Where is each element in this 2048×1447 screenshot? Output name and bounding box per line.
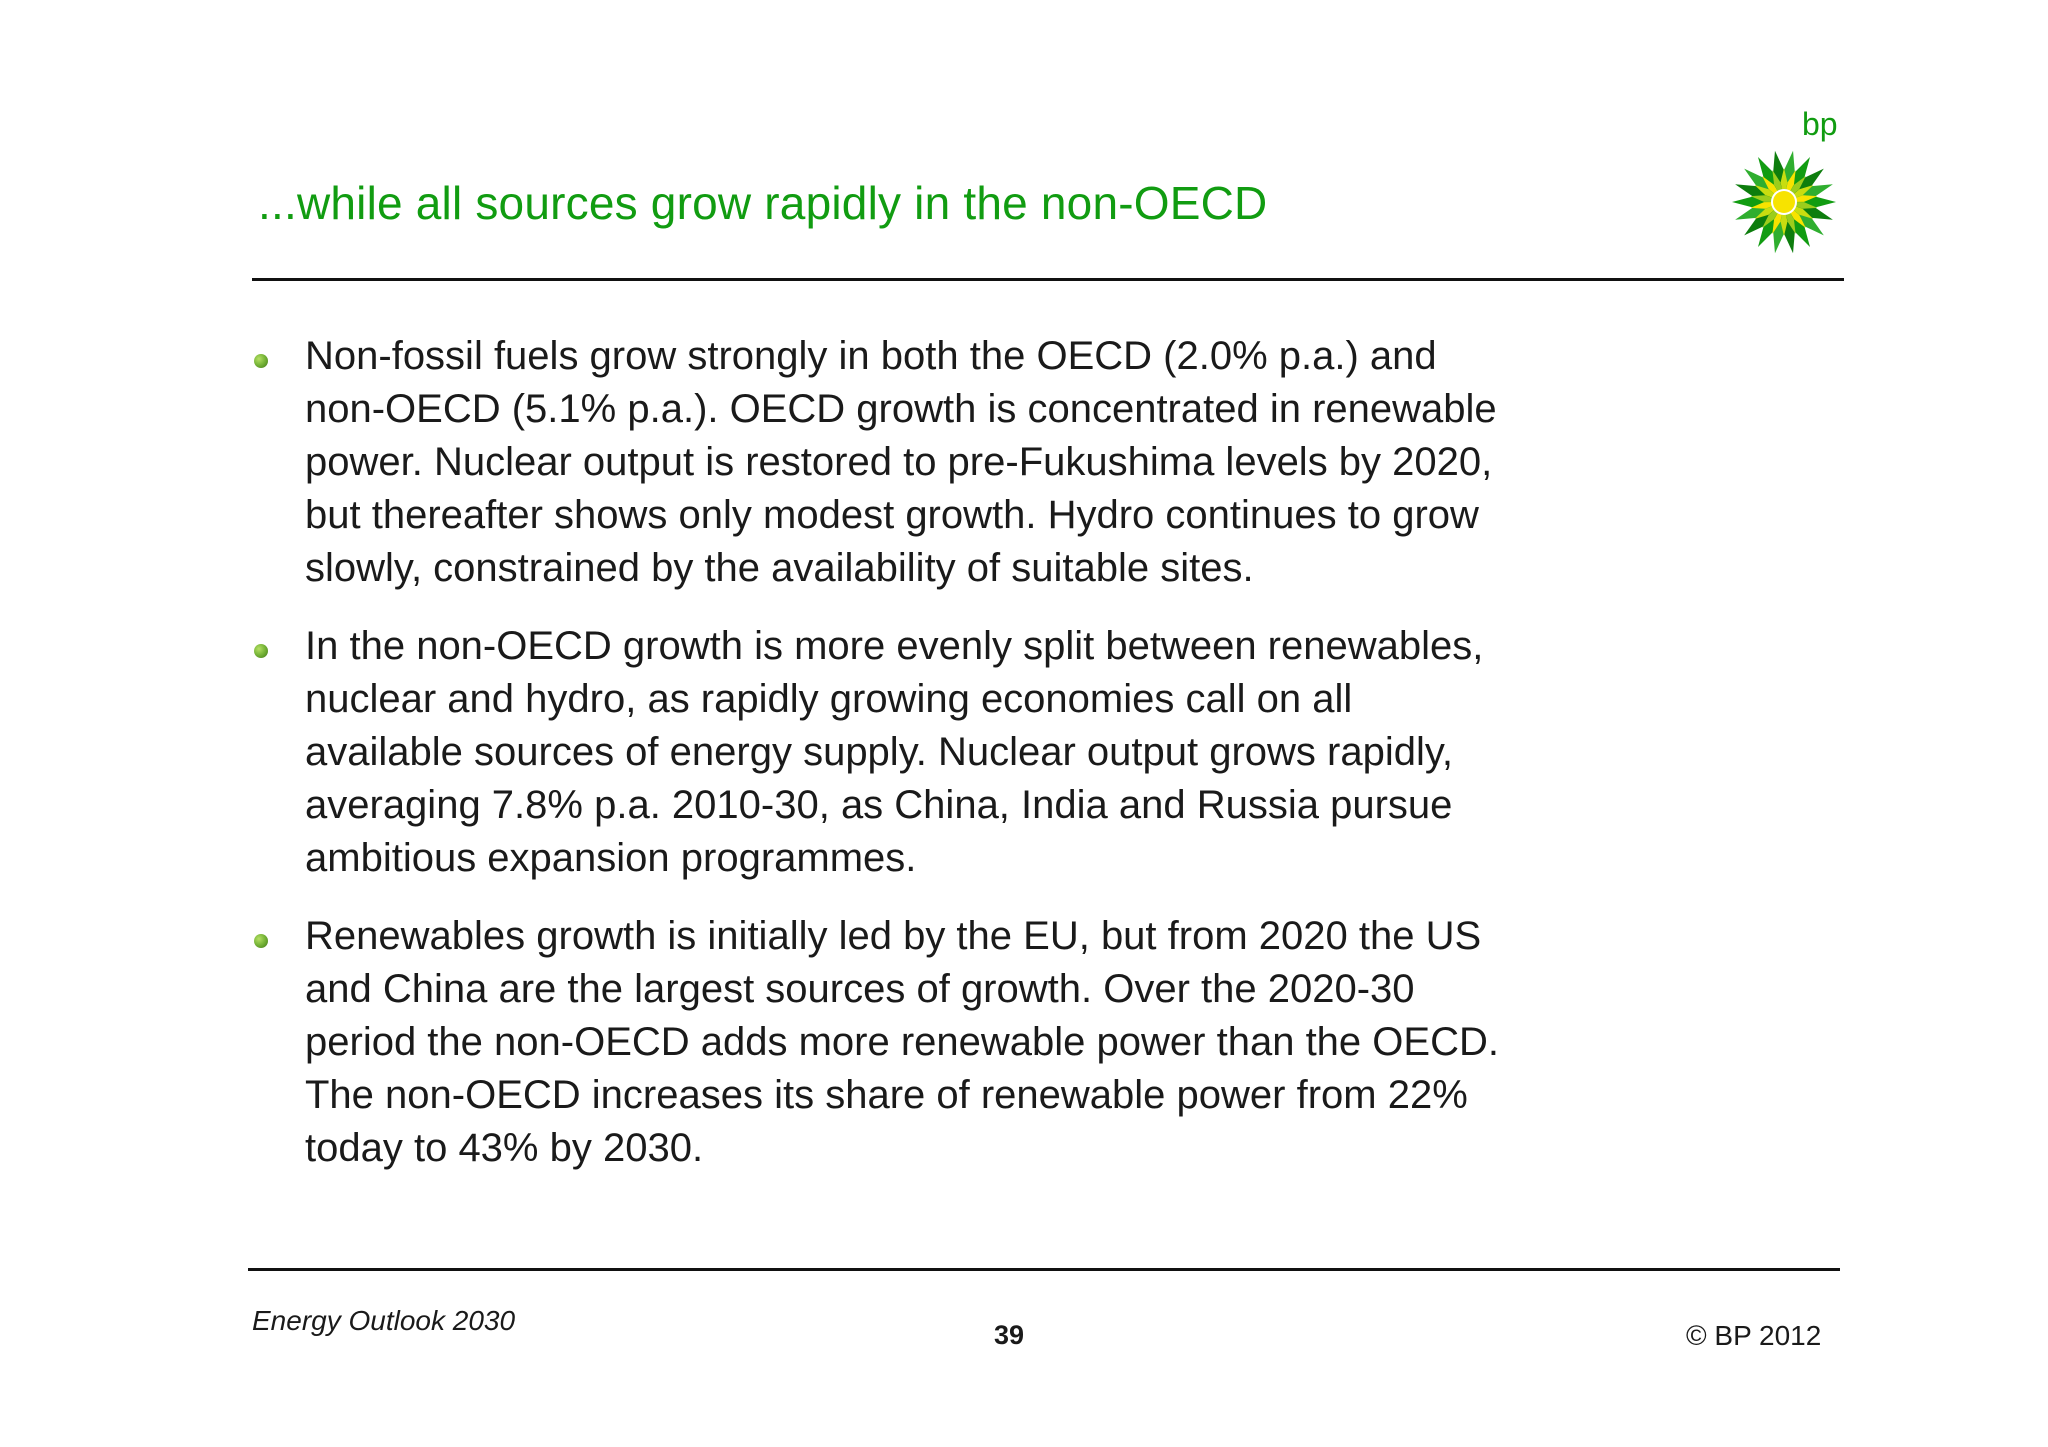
bullet-item [252, 620, 1772, 885]
bp-logo [1730, 108, 1840, 258]
bullet-line: Renewables growth is initially led by the EU, but from 2020 the US [305, 914, 1482, 958]
bullet-line: ambitious expansion programmes. [305, 836, 917, 880]
bullet-dot-icon [254, 644, 268, 658]
bullet-line: nuclear and hydro, as rapidly growing economies call on all [305, 677, 1353, 721]
slide-title: ...while all sources grow rapidly in the non-OECD [258, 177, 1268, 229]
publication-name: Energy Outlook 2030 [252, 1305, 516, 1336]
bullet-line: but thereafter shows only modest growth. Hydro continues to grow [305, 493, 1479, 537]
bullet-dot-icon [254, 354, 268, 368]
bullet-line: today to 43% by 2030. [305, 1126, 704, 1170]
bullet-line: period the non-OECD adds more renewable power than the OECD. [305, 1020, 1499, 1064]
bullet-line: Non-fossil fuels grow strongly in both the OECD (2.0% p.a.) and [305, 334, 1437, 378]
bullet-list [252, 330, 1772, 1200]
bullet-line: and China are the largest sources of growth. Over the 2020-30 [305, 967, 1415, 1011]
bullet-line: averaging 7.8% p.a. 2010-30, as China, India and Russia pursue [305, 783, 1453, 827]
page-number: 39 [994, 1320, 1025, 1350]
bullet-item [252, 910, 1772, 1175]
bullet-line: slowly, constrained by the availability of suitable sites. [305, 546, 1254, 590]
bullet-line: available sources of energy supply. Nuclear output grows rapidly, [305, 730, 1454, 774]
logo-wordmark: bp [1802, 106, 1838, 142]
bullet-line: power. Nuclear output is restored to pre-Fukushima levels by 2020, [305, 440, 1493, 484]
footer-divider [248, 1268, 1840, 1271]
bullet-line: non-OECD (5.1% p.a.). OECD growth is concentrated in renewable [305, 387, 1497, 431]
bp-helios-icon [1730, 148, 1838, 256]
bullet-line: The non-OECD increases its share of renewable power from 22% [305, 1073, 1468, 1117]
bullet-line: In the non-OECD growth is more evenly split between renewables, [305, 624, 1484, 668]
header-divider [252, 278, 1844, 281]
bullet-item [252, 330, 1772, 595]
bullet-dot-icon [254, 934, 268, 948]
copyright-notice: © BP 2012 [1686, 1320, 1822, 1351]
